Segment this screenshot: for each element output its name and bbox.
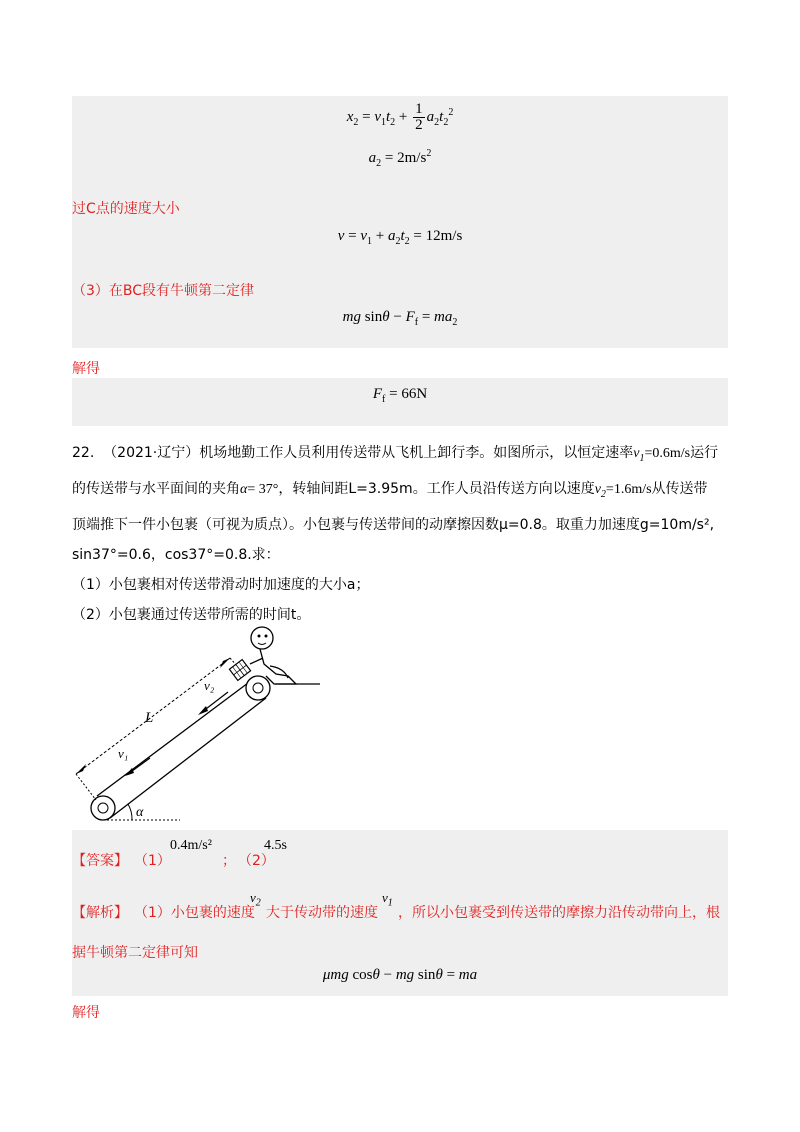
problem-stem-2b: ，转轴间距L=3.95m。工作人员沿传送方向以速度	[278, 480, 595, 497]
problem-line-2: 的传送带与水平面间的夹角α= 37°，转轴间距L=3.95m。工作人员沿传送方向以速度$v_2=1.6m/s$从传送带	[72, 480, 708, 500]
equation-v: $v = v_1 + a_2t_2 = 12m/s$	[337, 228, 463, 247]
analysis-text-c: ，所以小包裹受到传送带的摩擦力沿传动带向上，根	[398, 905, 720, 921]
problem-line-4: sin37°=0.6，cos37°=0.8.求：	[72, 546, 280, 563]
label-v2: v₂	[204, 678, 215, 693]
equation-newton-bc: mg $\sin\theta - F_f = ma_2$	[342, 309, 458, 328]
v1-value: =0.6m/s运行	[644, 446, 719, 461]
answer-separator: ；	[222, 853, 236, 869]
problem-stem-2: 的传送带与水平面间的夹角	[72, 480, 240, 497]
equation-x2: $x_2 = v_1t_2$ + $\frac{1}{2}$ $a_2t_2^2$	[346, 101, 454, 133]
label-alpha: α	[136, 805, 144, 820]
text-velocity-c: 过C点的速度大小	[72, 201, 180, 217]
label-v1: v₁	[118, 746, 129, 761]
question-1: （1）小包裹相对传送带滑动时加速度的大小a；	[72, 576, 370, 593]
equation-analysis: μmg cosθ − mg sinθ = ma	[322, 967, 478, 983]
answer-line	[72, 838, 728, 870]
upper-roller	[246, 676, 270, 700]
answer-part1: （1）	[134, 853, 171, 869]
text-part3: （3）在BC段有牛顿第二定律	[72, 283, 255, 299]
analysis-line-2: 据牛顿第二定律可知	[72, 945, 198, 961]
problem-line-3: 顶端推下一件小包裹（可视为质点）。小包裹与传送带间的动摩擦因数μ=0.8。取重力加速度g=10m/s²,	[72, 516, 715, 533]
equation-ff: $F_f = 66N$	[372, 386, 428, 405]
conveyor-figure	[70, 618, 330, 828]
analysis-tag: 【解析】	[72, 905, 128, 921]
analysis-v2-symbol: $v_2$	[250, 890, 261, 909]
analysis-line-1	[72, 890, 732, 926]
v2-value: =1.6m/s从传送带	[605, 481, 708, 497]
lower-roller	[91, 796, 115, 820]
question-2: （2）小包裹通过传送带所需的时间t。	[72, 606, 311, 623]
problem-22	[72, 438, 732, 630]
problem-stem-1: 机场地勤工作人员利用传送带从飞机上卸行李。如图所示，以恒定速率	[199, 445, 634, 461]
analysis-v1-symbol: $v_1$	[382, 890, 393, 909]
answer-tag: 【答案】	[72, 853, 128, 869]
answer-part2: （2）	[238, 853, 275, 869]
belt-bottom-edge	[110, 698, 266, 818]
answer-2-value: 4.5s	[264, 838, 287, 853]
problem-number: 22.	[72, 445, 95, 461]
analysis-text-b: 大于传动带的速度	[266, 905, 378, 921]
problem-line-1: 22. （2021·辽宁）机场地勤工作人员利用传送带从飞机上卸行李。如图所示，以恒定速率$v_1=0.6m/s$运行	[72, 445, 719, 464]
label-L: L	[145, 710, 154, 726]
analysis-text-a: （1）小包裹的速度	[134, 905, 255, 921]
package-icon	[229, 660, 250, 681]
text-solve-1: 解得	[72, 361, 100, 377]
text-solve-2: 解得	[72, 1005, 100, 1021]
equation-a2: $a_2 = 2m/s^2$	[368, 148, 432, 169]
answer-1-value: 0.4m/s²	[170, 838, 212, 853]
angle-value: = 37°	[247, 481, 279, 497]
belt-top-edge	[97, 680, 252, 796]
problem-source: （2021·辽宁）	[103, 445, 200, 461]
